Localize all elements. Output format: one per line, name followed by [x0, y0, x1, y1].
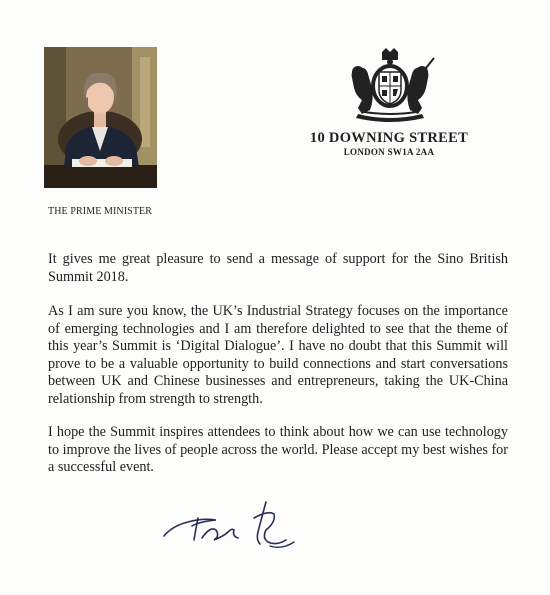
address-city-postcode: LONDON SW1A 2AA: [343, 147, 435, 157]
body-paragraph: As I am sure you know, the UK’s Industrial Strategy focuses on the importance of emerging technologies and I am therefore delighted to see that the theme of this year’s Summit is ‘Digital Dialogue’. I have no doubt that this Summit will prove to be a valuable opportunity to build connections and start conversations between UK and Chinese businesses and entrepreneurs, taking the UK-China relationship from strength to strength.: [48, 303, 508, 407]
sender-title: THE PRIME MINISTER: [48, 206, 153, 217]
body-paragraph: I hope the Summit inspires attendees to think about how we can use technology to improve the lives of people across the world. Please accept my best wishes for a successful event.: [48, 424, 508, 476]
body-paragraph: It gives me great pleasure to send a message of support for the Sino British Summit 2018.: [48, 251, 508, 285]
portrait-photo: [44, 47, 157, 188]
address-street: 10 DOWNING STREET: [309, 130, 469, 146]
handwritten-signature: [158, 496, 328, 554]
royal-coat-of-arms-icon: [344, 48, 436, 126]
